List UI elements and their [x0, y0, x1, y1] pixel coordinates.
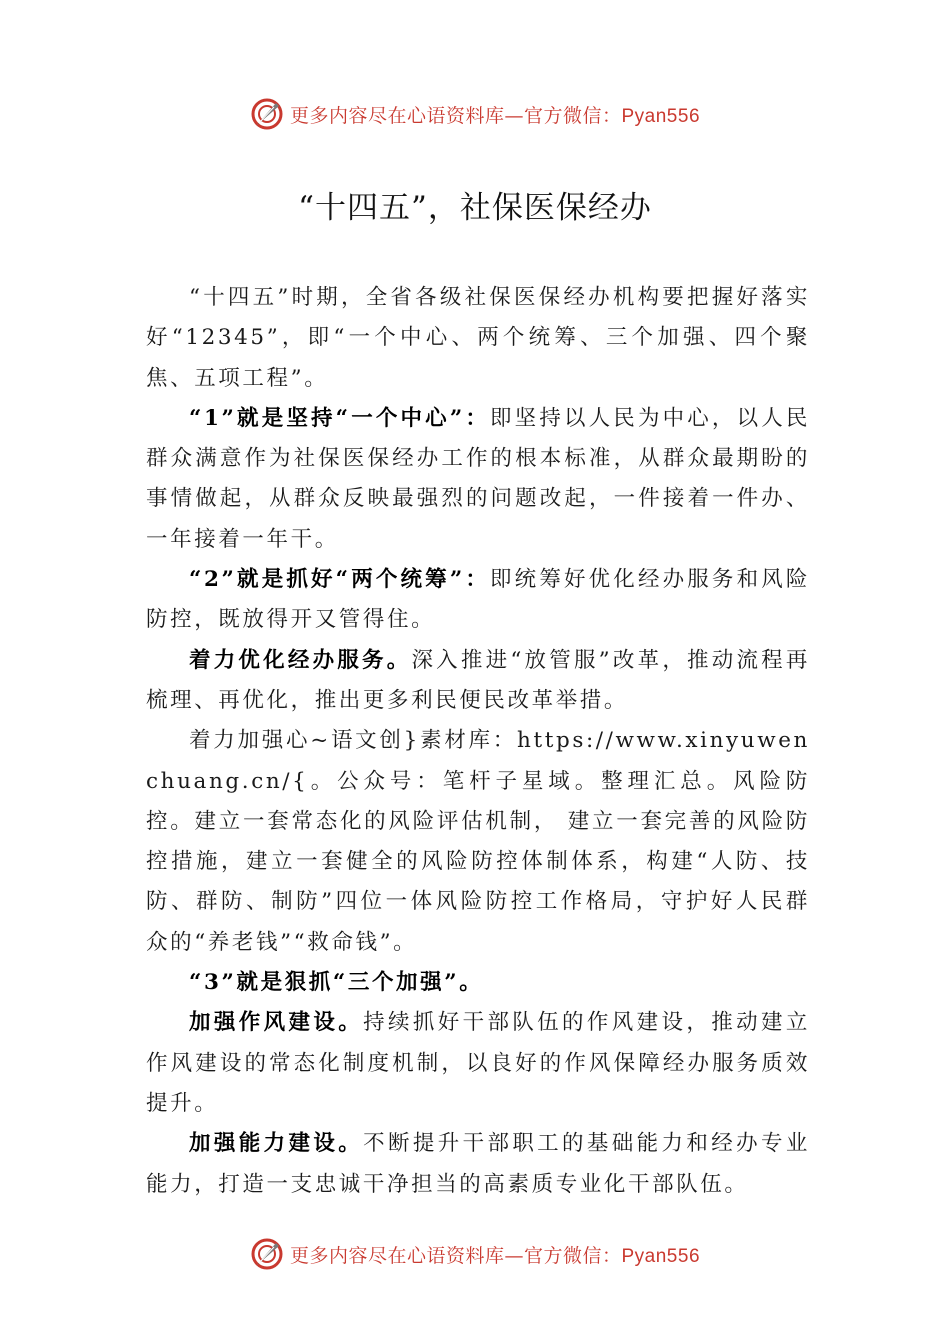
wechat-id: Pyan556 — [621, 105, 701, 127]
paragraph: “1”就是坚持“一个中心”：即坚持以人民为中心，以人民群众满意作为社保医保经办工作的根本标准，从群众最期盼的事情做起，从群众反映最强烈的问题改起，一件接着一件办、一年接着一年干。 — [146, 405, 810, 552]
paragraph: 着力优化经办服务。深入推进“放管服”改革，推动流程再梳理、再优化，推出更多利民便民改革举措。 — [146, 647, 810, 713]
banner-text: 更多内容尽在心语资料库—官方微信：Pyan556 — [289, 1244, 701, 1267]
document-title: “十四五”，社保医保经办 — [298, 190, 652, 226]
paragraph: 加强能力建设。不断提升干部职工的基础能力和经办专业能力，打造一支忠诚干净担当的高素质专业化干部队伍。 — [146, 1131, 810, 1197]
banner-text: 更多内容尽在心语资料库—官方微信：Pyan556 — [289, 104, 701, 127]
paragraph: “十四五”时期，全省各级社保医保经办机构要把握好落实好“12345”，即“一个中心、两个统筹、三个加强、四个聚焦、五项工程”。 — [146, 285, 810, 391]
header-banner — [0, 94, 950, 134]
footer-banner — [0, 1234, 950, 1274]
paragraph: “3”就是狠抓“三个加强”。 — [189, 970, 484, 996]
quill-emblem-icon — [250, 1237, 284, 1271]
document-body — [146, 278, 810, 1205]
paragraph: 着力加强心~语文创}素材库：https://www.xinyuwenchuang.cn/{。公众号：笔杆子星域。整理汇总。风险防控。建立一套常态化的风险评估机制， 建立一套完善的风险防控措施，建立一套健全的风险防控体制体系，构建“人防、技防、群防、制防”四位一体风险防控工作格局，守护好人民群众的“养老钱”“救命钱”。 — [146, 728, 810, 955]
paragraph: “2”就是抓好“两个统筹”：即统筹好优化经办服务和风险防控，既放得开又管得住。 — [146, 567, 810, 633]
paragraph: 加强作风建设。持续抓好干部队伍的作风建设，推动建立作风建设的常态化制度机制，以良好的作风保障经办服务质效提升。 — [146, 1010, 810, 1116]
quill-emblem-icon — [250, 97, 284, 131]
wechat-id: Pyan556 — [621, 1245, 701, 1267]
